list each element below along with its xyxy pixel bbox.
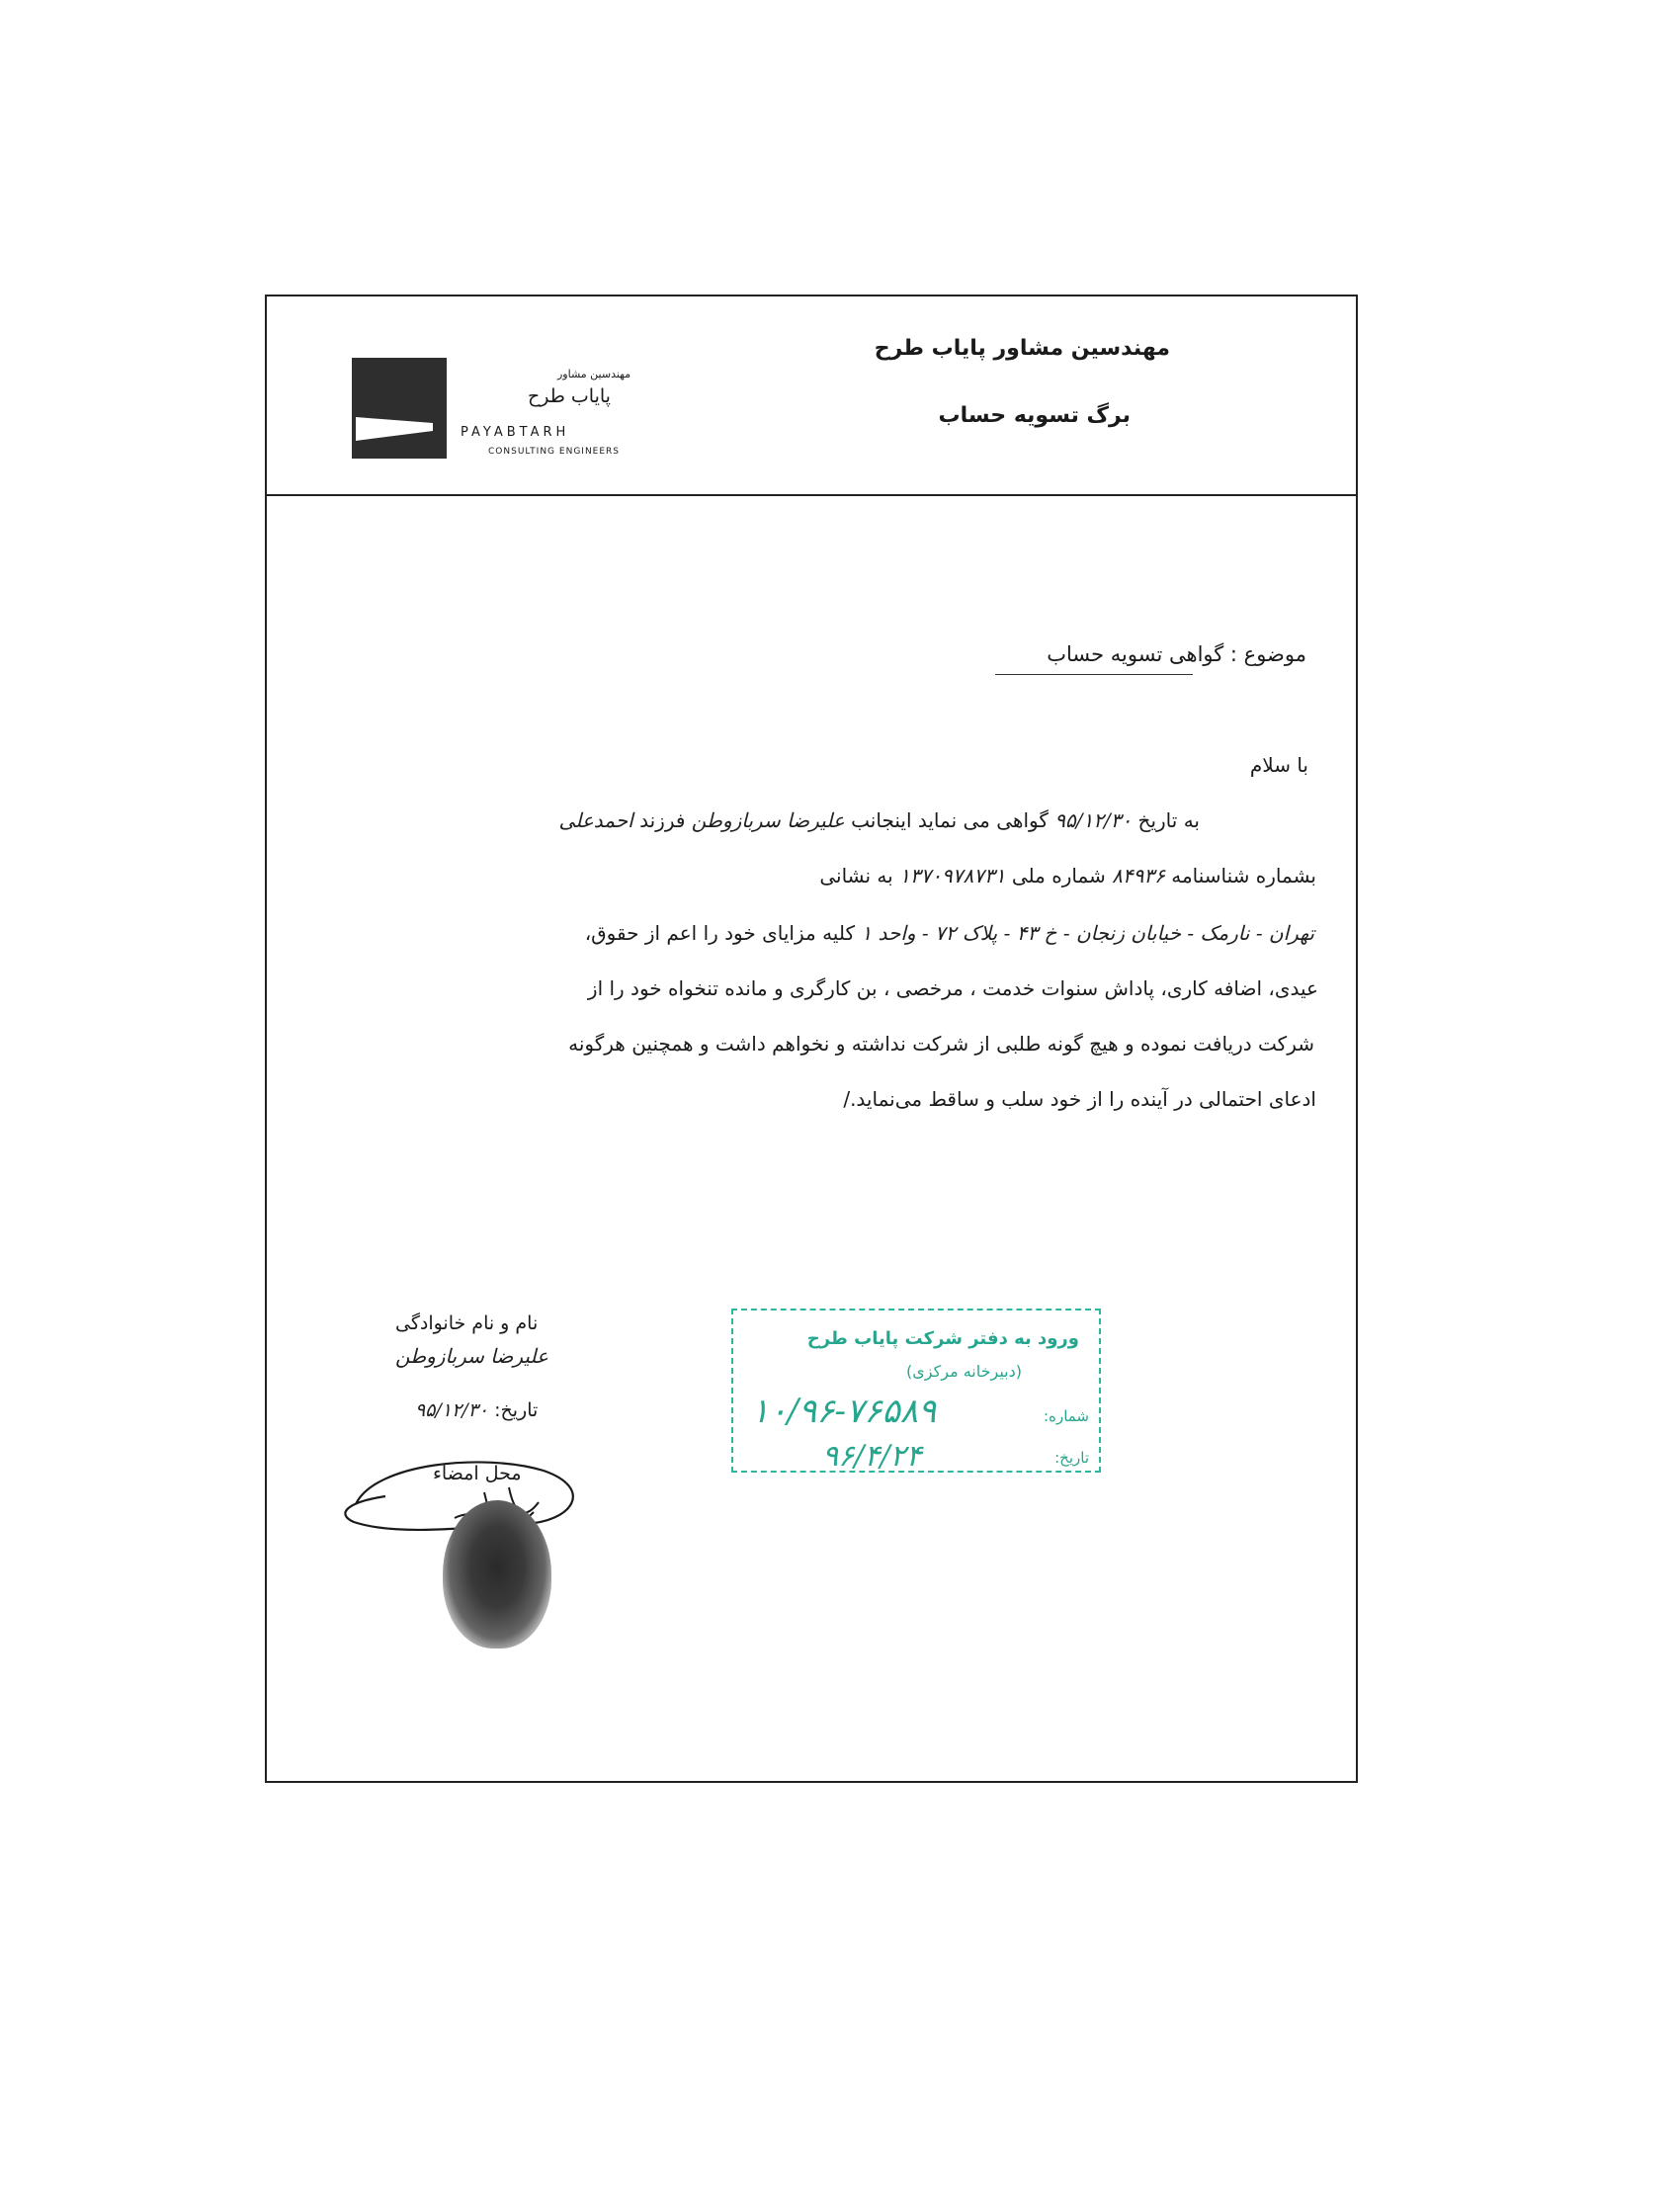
- address-label: به نشانی: [819, 864, 893, 888]
- signature-date-value: ۹۵/۱۲/۳۰: [415, 1399, 489, 1421]
- signature-date-row: [415, 1399, 538, 1421]
- settlement-form-frame: [265, 295, 1358, 1783]
- fingerprint-icon: [443, 1500, 551, 1648]
- letter-line-4: عیدی، اضافه کاری، پاداش سنوات خدمت ، مرخصی ، بن کارگری و مانده تنخواه خود را از: [587, 976, 1318, 1000]
- full-name-label: نام و نام خانوادگی: [395, 1312, 539, 1334]
- date-value: ۹۵/۱۲/۳۰: [1054, 808, 1133, 832]
- subject-line: موضوع : گواهی تسویه حساب: [1047, 642, 1306, 666]
- letter-line-6: ادعای احتمالی در آینده را از خود سلب و ساقط می‌نماید./: [843, 1087, 1316, 1111]
- id-label: بشماره شناسنامه: [1171, 864, 1316, 888]
- greeting: با سلام: [1249, 753, 1308, 777]
- letter-line-3: [585, 921, 1314, 945]
- benefits-text: کلیه مزایای خود را اعم از حقوق،: [584, 921, 855, 945]
- receipt-stamp: [731, 1309, 1101, 1473]
- stamp-date-label: تاریخ:: [1054, 1449, 1089, 1467]
- statement-text: گواهی می نماید اینجانب: [851, 808, 1049, 832]
- id-value: ۸۴۹۳۶: [1112, 864, 1165, 888]
- logo-subtitle-fa: مهندسین مشاور: [557, 368, 631, 380]
- company-name: مهندسین مشاور پایاب طرح: [874, 336, 1170, 361]
- form-header: [267, 296, 1356, 496]
- logo-mark-icon: [352, 358, 447, 459]
- stamp-title: ورود به دفتر شرکت پایاب طرح: [806, 1328, 1079, 1349]
- stamp-number-label: شماره:: [1044, 1407, 1089, 1425]
- employee-name: علیرضا سربازوطن: [691, 808, 845, 832]
- stamp-number-value: ۱۰/۹۶-۷۶۵۸۹: [751, 1392, 937, 1431]
- national-id-value: ۱۳۷۰۹۷۸۷۳۱: [899, 864, 1006, 888]
- signature-place-label: محل امضاء: [433, 1463, 522, 1484]
- stamp-date-value: ۹۶/۴/۲۴: [822, 1439, 922, 1474]
- date-prefix: به تاریخ: [1137, 808, 1200, 832]
- signature-date-label: تاریخ:: [494, 1399, 539, 1421]
- logo-subtitle-en: CONSULTING ENGINEERS: [488, 447, 621, 457]
- logo-name-fa: پایاب طرح: [528, 385, 611, 407]
- subject-underline: [995, 674, 1193, 675]
- form-title: برگ تسویه حساب: [938, 403, 1131, 428]
- full-name-value: علیرضا سربازوطن: [395, 1344, 548, 1368]
- logo-name-en: PAYABTARH: [461, 425, 570, 440]
- company-logo-icon: [352, 358, 447, 459]
- national-id-label: شماره ملی: [1011, 864, 1106, 888]
- letter-line-1: [559, 808, 1200, 832]
- child-of-label: فرزند: [639, 808, 686, 832]
- letter-line-2: [819, 864, 1316, 888]
- address-value: تهران - نارمک - خیابان زنجان - خ ۴۳ - پلاک ۷۲ - واحد ۱: [861, 921, 1314, 945]
- father-name: احمدعلی: [558, 808, 633, 832]
- letter-line-5: شرکت دریافت نموده و هیچ گونه طلبی از شرکت نداشته و نخواهم داشت و همچنین هرگونه: [568, 1032, 1314, 1056]
- stamp-subtitle: (دبیرخانه مرکزی): [906, 1362, 1022, 1381]
